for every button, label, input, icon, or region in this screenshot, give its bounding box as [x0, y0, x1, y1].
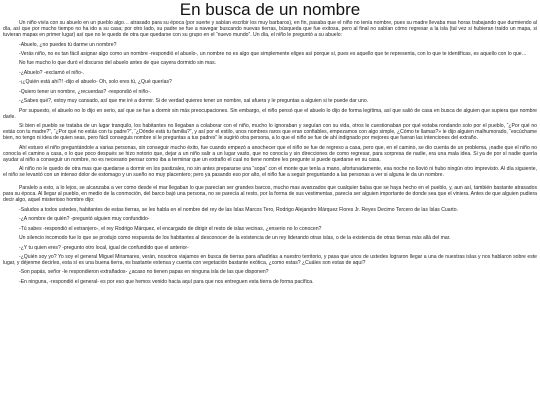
paragraph: Un niño vivía con su abuelo en un pueblo algo… atrasado para su época (por suerte y sabían escribir los muy barbaros), en fin, pasaba que el niño no tenía nombre, pues su madre llevaba mas horas trabajando que durmiendo al día, así que por mucho tiempo no ha ido a su casa; por otro lado, su padre se fue a navegar buscando nuevas tierras, búsqueda que fue exitosa, pero al final no sabían cómo regresar a la isla (tal vez si hubieran traído un mapa, si tuvieran mapas en primer lugar) así que no le quedo de otra que quedarse con su grupo en el “nuevo mundo”. Un día, el niño le preguntó a su abuelo: [3, 20, 537, 39]
paragraph: No fue mucho lo que duró el discurso del abuelo antes de que cayera dormido sin mas. [19, 60, 217, 67]
paragraph: -Tú sabes -respondió el extranjero-, el rey Rodrigo Márquez, el encargado de dirigir el resto de islas vecinas, ¿enserio no lo conocen? [19, 225, 322, 232]
paragraph: -¿A nombre de quién? -preguntó alguien muy confundido- [19, 216, 150, 223]
paragraph: -Saludos a todos ustedes, habitantes de estas tierras, se les habla en el nombre del rey de las Islas Marcos Tero, Rodrigo Alejandro Márquez Flores Jr. Reyes Decimo Tercero de las Islas Cuarto. [19, 206, 458, 213]
paragraph: -¿Quién soy yo? Yo soy el general Miguel Miramares, verán, nosotros viajamos en busca de tierras para añadirlas a nuestro territorio, y pasa que unos de ustedes lograron llegar a una de nuestras islas y nos hablaron sobre este lugar, y déjenme decirles, esta sí es una buena tierra, es bastante extensa y cuenta con vegetación bastante exótica, ¿como estas? ¿Cuáles son estas de aquí? [3, 253, 537, 266]
paragraph: -En ninguna, -respondió el general- es por eso que hemos venido hacia aquí para que nos entreguen esta tierra de forma pacífica. [19, 278, 314, 285]
paragraph: -¡¿Quién está ahí?! -dijo el abuelo- Oh, solo eres tú, ¿Qué querías? [19, 79, 172, 86]
paragraph: -Verás niño, no es tan fácil asignar algo como un nombre -respondió el abuelo-, un nombre no es algo que simplemente eliges así porque si, pues es aquello que te representa, con lo que te identificas, es aquello con lo que… [19, 50, 527, 57]
paragraph: -¿Abuelo? -exclamó el niño-. [19, 69, 85, 76]
document-title: En busca de un nombre [179, 0, 361, 19]
paragraph: -¿Sabes qué?, estoy muy cansado, así que me iré a dormir. Si de verdad quieres tener un nombre, sal afuera y le preguntas a alguien si te puede dar uno. [19, 98, 369, 105]
paragraph: -Quiero tener un nombre, ¿recuerdas? -respondió el niño-. [19, 88, 152, 95]
paragraph: Un silencio incomodo fue lo que se produjo como respuesta de los habitantes al desconocer de la existencia de un rey liderando otras islas, o de la existencia de otras tierras más allá del mar. [19, 235, 451, 242]
document-body [3, 20, 537, 288]
paragraph: Si bien el pueblo se trataba de un lugar tranquilo, los habitantes no llegaban a colaborar con el niño, mucho lo ignoraban y seguían con su vida, otros le cuestionaban por qué estaba rondando solo por el pueblo, “¿Por qué no estás con tu madre?”, “¿Por qué no estás con tu padre?”, “¿Dónde está tu familia?”, y así por el estilo, unos nombres raros que eran confiables, empezamos con algo simple, ¿Cómo te llamas?» le dijo alguien malhumorado, “escúchame bien, no tengo ni idea de quien seas, pero fácil conseguis nombre si le preguntas a tus padres” le sugirió otra persona, a lo que el niño se fue de ahí indignado por mejores que fueran las intenciones del extraño. [3, 123, 537, 142]
paragraph: -Abuelo, ¿no puedes tú darme un nombre? [19, 41, 117, 48]
paragraph: -Son papás, señor -le respondieron extrañados- ¿acaso no tienen papas en ninguna isla de las que disponen? [19, 269, 269, 276]
paragraph: Paralelo a esto, a lo lejos, se alcanzaba a ver como desde el mar llegaban lo que parecían ser grandes barcos, mucho mas avanzados que cualquier balsa que se haya hecho en el pueblo, y, aun así, también bastante atrasados para su época. Al llegar al pueblo, en medio de la conmoción, del barco bajó una persona, no se parecía al resto, por la forma de sus vestimentas, parecía ser alguien importante de donde sea que el viniera. Antes de que alguien pudiera decir algo, aquel misterioso hombre dijo: [3, 185, 537, 204]
paragraph: Al niño no le quedo de otra mas que quedarse a dormir en los pastizales, no sin antes prepararse una “sopa” con el monte que tenía a mano, afortunadamente, esa noche no llovió ni hubo ningún otro imprevisto. Al día siguiente, el niño se levantó con un intenso dolor de estomago y un sueño no muy placentero; pero ya pasando eso por alto, el niño fue a seguir preguntando a las personas a ver si alguna le da un nombre. [3, 166, 537, 179]
paragraph: -¿Y tu quien eres? -pregunto otro local, igual de confundido que el anterior- [19, 244, 189, 251]
paragraph: Ahí estuvo el niño preguntándole a varias personas, sin conseguir mucho éxito, fue cuando empezó a anochecer que el niño se fue de regreso a casa, pero que, en el camino, se dio cuenta de un problema, ¡nadie que el niño no conocía el camino a casa, o lo que poco después se hizo notorio que, dejar a un niño salir a un lugar vasto, que no conocía y sin direcciones de como regresar, para sorpresa de nadie, era una mala idea. Si ya de por sí nadie quería ayudar al niño a conseguir un nombre, no es necesario pensar como iba a terminar que un extraño el cual no tiene nombre les pregunte si puede quedarse en su casa. [3, 144, 537, 163]
paragraph: Por supuesto, el abuelo no lo dijo en serio, así que se fue a dormir sin más preocupaciones. Sin embargo, el niño pensó que el abuelo lo dijo de forma legítima, así que salió de casa en busca de alguien que supiera que nombre darle. [3, 107, 537, 120]
